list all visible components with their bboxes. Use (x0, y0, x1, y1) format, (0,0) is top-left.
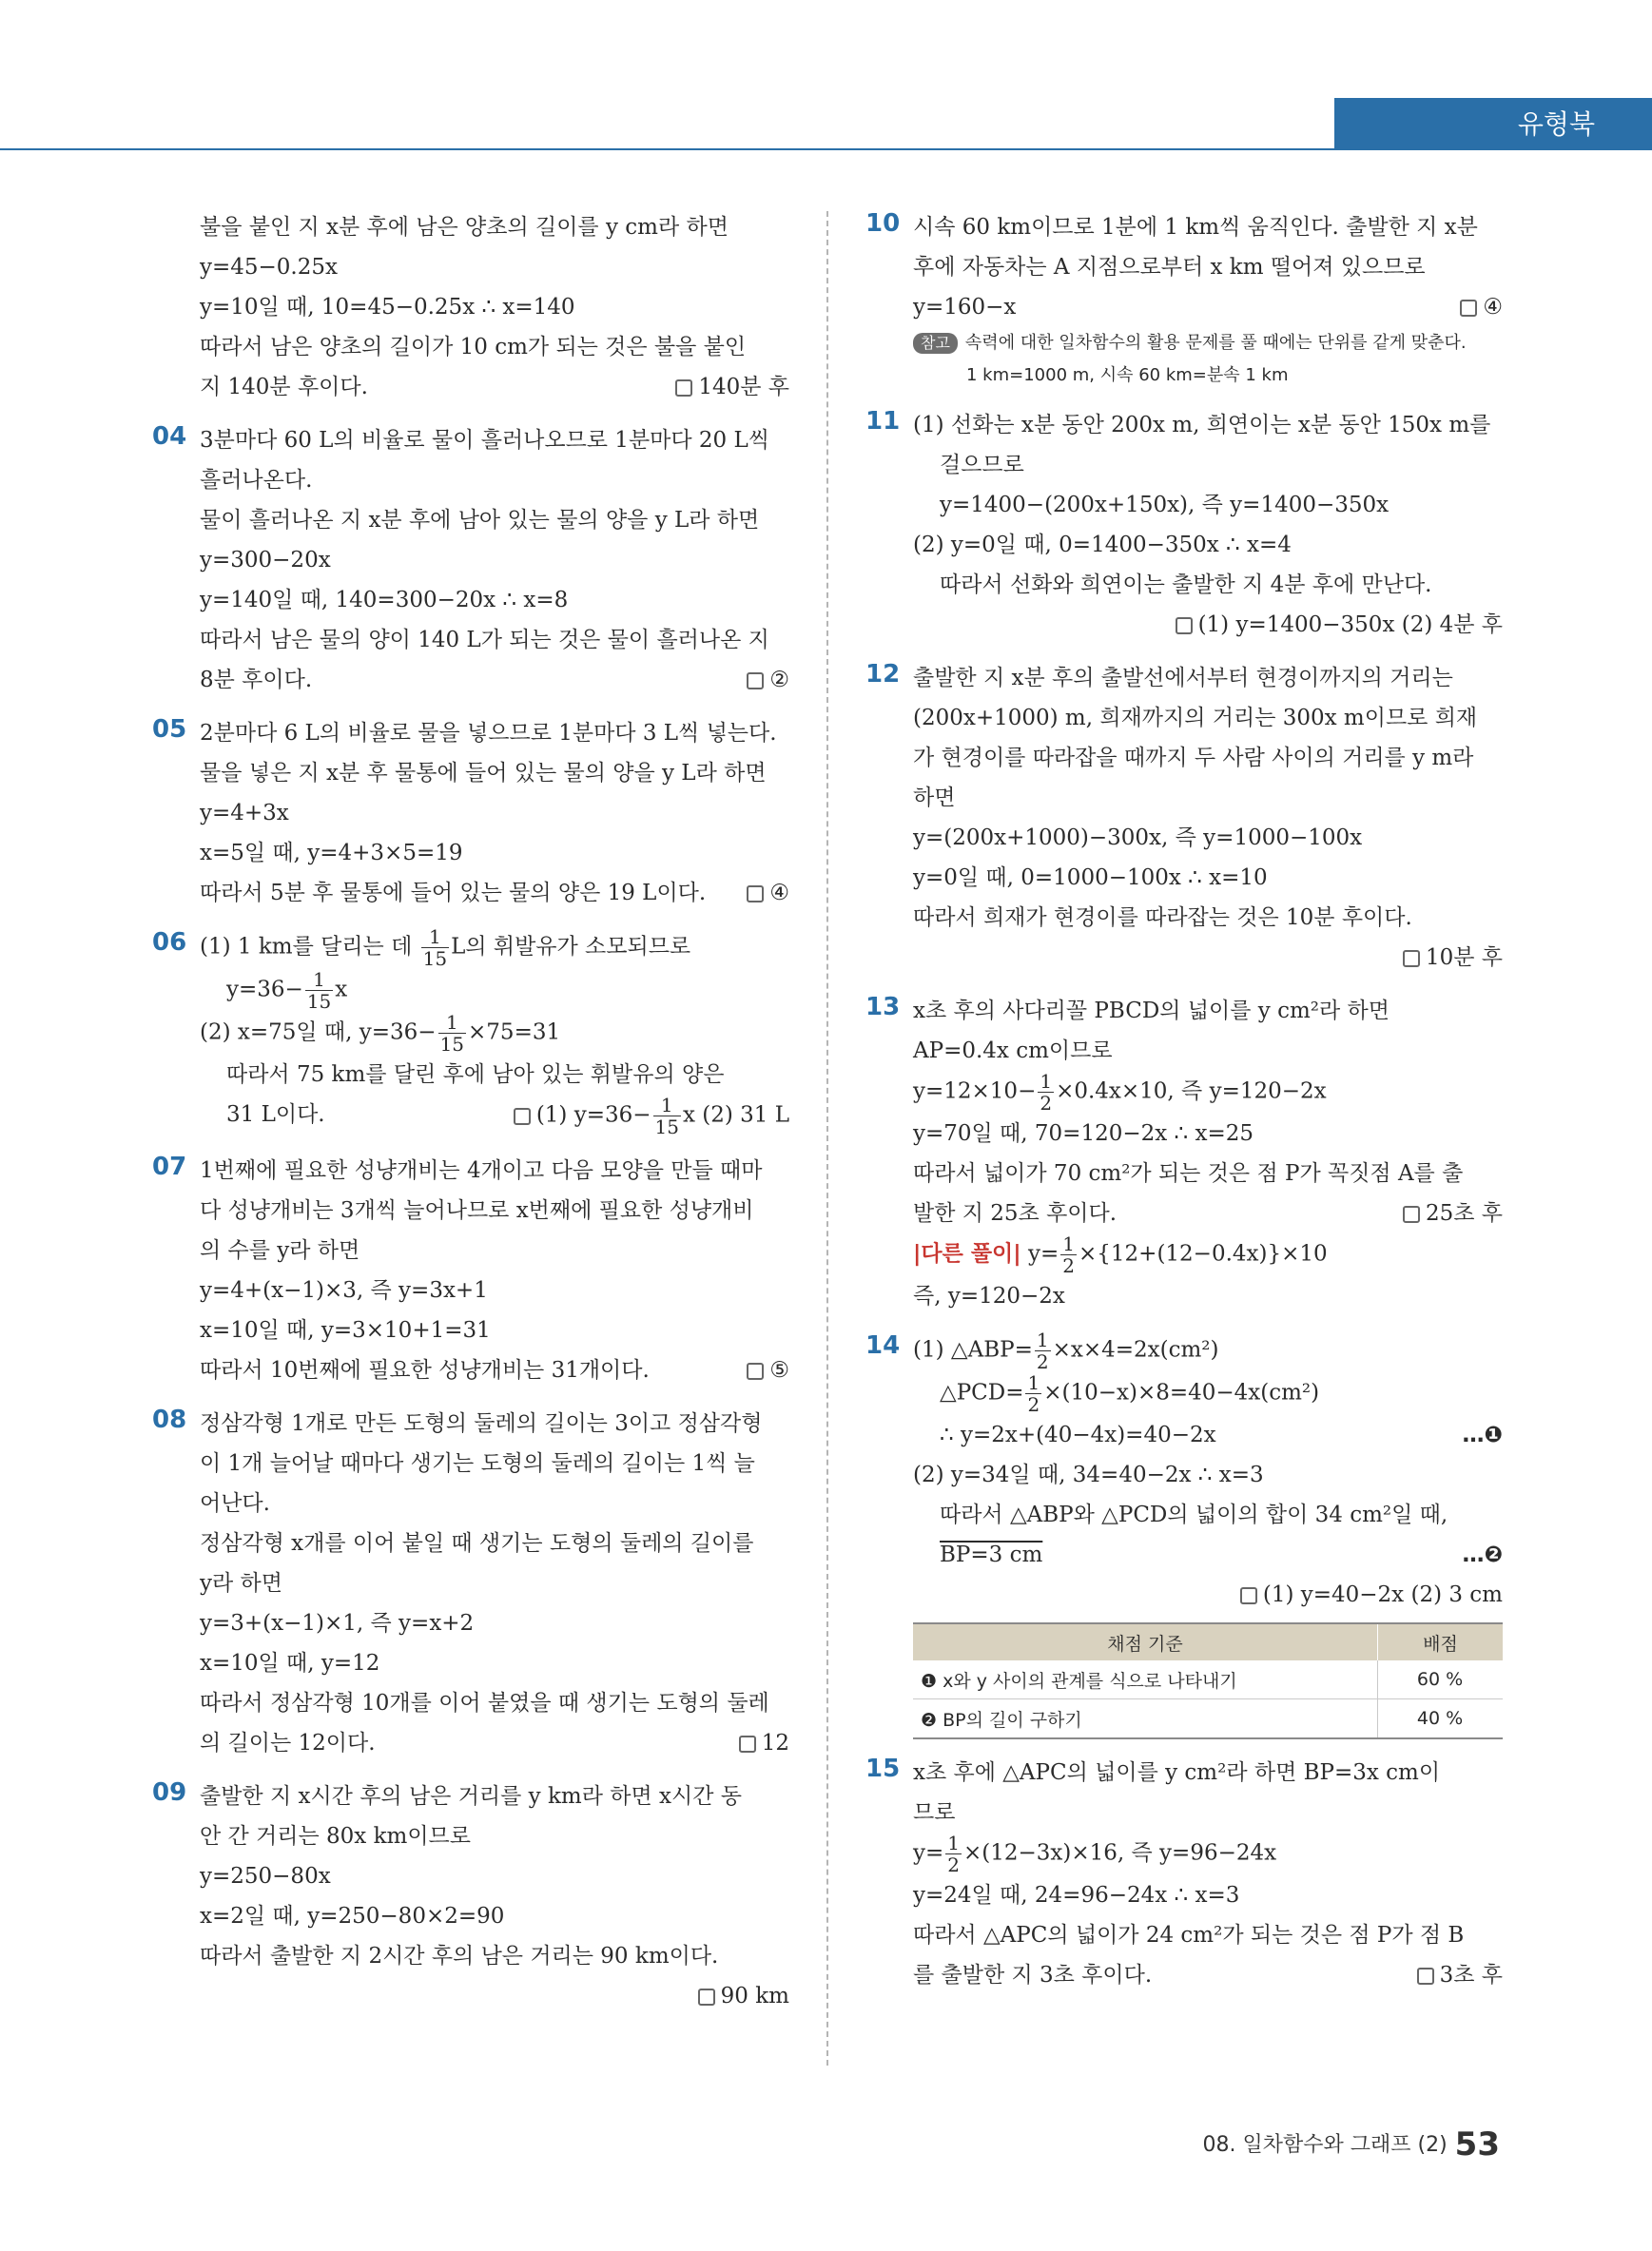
equation: y=300−20x (200, 548, 331, 572)
equation: y=140일 때, 140=300−20x ∴ x=8 (200, 588, 569, 612)
fraction: $\frac{1}{15}$ (306, 968, 332, 1013)
problem-15 (865, 1753, 1503, 1995)
equation: x=10일 때, y=3×10+1=31 (200, 1318, 491, 1343)
problem-number: 10 (865, 209, 901, 238)
problem-13 (865, 991, 1503, 1316)
answer: 10분 후 (913, 938, 1503, 978)
note: 참고 속력에 대한 일차함수의 활용 문제를 풀 때에는 단위를 같게 맞춘다. (913, 327, 1503, 359)
text-line: x초 후의 사다리꼴 PBCD의 넓이를 y cm²라 하면 (913, 999, 1390, 1023)
text-line: 발한 지 25초 후이다. (913, 1201, 1118, 1226)
text-line: 걸으므로 (940, 453, 1024, 477)
text-line: 따라서 5분 후 물통에 들어 있는 물의 양은 19 L이다. (200, 881, 707, 905)
left-column (152, 207, 789, 2029)
text-line: 하면 (913, 786, 956, 810)
equation: y=(200x+1000)−300x, 즉 y=1000−100x (913, 825, 1363, 850)
problem-number: 08 (152, 1406, 187, 1434)
table-header-row (913, 1623, 1503, 1660)
problem-05 (152, 713, 789, 913)
problem-14 (865, 1329, 1503, 1739)
equation: (1) △ABP= $\frac{1}{2}$ ×x×4=2x(cm²) (913, 1329, 1219, 1373)
problem-04 (152, 420, 789, 700)
equation: △PCD= $\frac{1}{2}$ ×(10−x)×8=40−4x(cm²) (940, 1371, 1320, 1416)
text-line: 따라서 넓이가 70 cm²가 되는 것은 점 P가 꼭짓점 A를 출 (913, 1161, 1464, 1186)
equation: y=4+3x (200, 801, 289, 825)
equation: BP=3 cm …❷ (913, 1535, 1503, 1575)
answer: ④ (913, 287, 1503, 327)
alternative-solution: |다른 풀이| y= $\frac{1}{2}$ ×{12+(12−0.4x)}×10 (913, 1232, 1328, 1277)
text-line: (1) 1 km를 달리는 데 $\frac{1}{15}$ L의 휘발유가 소모되므로 (200, 925, 691, 970)
equation: 즉, y=120−2x (913, 1284, 1065, 1309)
table-cell: ❶ x와 y 사이의 관계를 식으로 나타내기 (913, 1660, 1378, 1699)
answer: 90 km (200, 1976, 789, 2016)
text-line: 흘러나온다. (200, 468, 313, 493)
equation: (2) x=75일 때, y=36− $\frac{1}{15}$ ×75=31 (200, 1011, 561, 1056)
equation: x=5일 때, y=4+3×5=19 (200, 841, 463, 865)
text-line: 이 1개 늘어날 때마다 생기는 도형의 둘레의 길이는 1씩 늘 (200, 1451, 755, 1476)
page-number: 53 (1454, 2125, 1500, 2164)
text-line: 따라서 희재가 현경이를 따라잡는 것은 10분 후이다. (913, 905, 1412, 930)
table-header: 채점 기준 (913, 1623, 1378, 1660)
equation: y=1400−(200x+150x), 즉 y=1400−350x (940, 493, 1390, 517)
text-line: 안 간 거리는 80x km이므로 (200, 1824, 471, 1849)
table-cell: 60 % (1378, 1660, 1504, 1699)
text-line: 물이 흘러나온 지 x분 후에 남아 있는 물의 양을 y L라 하면 (200, 508, 760, 533)
answer-icon (698, 1989, 715, 2006)
text-line: 출발한 지 x시간 후의 남은 거리를 y km라 하면 x시간 동 (200, 1784, 742, 1809)
table-header: 배점 (1378, 1623, 1504, 1660)
answer: 12 (200, 1723, 789, 1763)
text-line: 8분 후이다. (200, 668, 313, 692)
text-line: 를 출발한 지 3초 후이다. (913, 1963, 1153, 1988)
text-line: 정삼각형 1개로 만든 도형의 둘레의 길이는 3이고 정삼각형 (200, 1411, 763, 1436)
fraction: $\frac{1}{15}$ (439, 1011, 465, 1056)
equation: y=250−80x (200, 1864, 331, 1889)
problem-06 (152, 926, 789, 1137)
problem-number: 09 (152, 1778, 187, 1807)
answer-icon (1417, 1968, 1434, 1985)
text-line: (200x+1000) m, 희재까지의 거리는 300x m이므로 희재 (913, 706, 1478, 730)
grading-table (913, 1622, 1503, 1739)
fraction: $\frac{1}{2}$ (1027, 1371, 1040, 1416)
text-line: 따라서 10번째에 필요한 성냥개비는 31개이다. (200, 1358, 650, 1383)
equation: y= $\frac{1}{2}$ ×(12−3x)×16, 즉 y=96−24x (913, 1832, 1277, 1876)
problem-11 (865, 405, 1503, 645)
text-line: 따라서 정삼각형 10개를 이어 붙였을 때 생기는 도형의 둘레 (200, 1691, 769, 1716)
answer-icon (514, 1108, 531, 1125)
problem-number: 15 (865, 1755, 901, 1783)
equation: y=70일 때, 70=120−2x ∴ x=25 (913, 1121, 1254, 1146)
text-line: 1번째에 필요한 성냥개비는 4개이고 다음 모양을 만들 때마 (200, 1158, 763, 1183)
answer: ⑤ (200, 1350, 789, 1390)
text-line: 의 수를 y라 하면 (200, 1238, 360, 1263)
text-line: 가 현경이를 따라잡을 때까지 두 사람 사이의 거리를 y m라 (913, 746, 1474, 770)
equation: y=45−0.25x (200, 255, 338, 280)
fraction: $\frac{1}{15}$ (422, 925, 448, 970)
answer: ④ (200, 873, 789, 913)
answer-icon (675, 379, 692, 397)
problem-08 (152, 1404, 789, 1763)
equation: y=4+(x−1)×3, 즉 y=3x+1 (200, 1278, 488, 1303)
equation: ∴ y=2x+(40−4x)=40−2x …❶ (913, 1415, 1503, 1455)
problem-number: 05 (152, 715, 187, 744)
answer-icon (747, 672, 764, 689)
section-tab: 유형북 (1334, 98, 1652, 150)
problem-03-continued (152, 207, 789, 407)
equation: y=160−x (913, 295, 1017, 320)
answer: (1) y=1400−350x (2) 4분 후 (913, 605, 1503, 645)
text-line: 어난다. (200, 1491, 270, 1516)
text-line: 31 L이다. (226, 1102, 325, 1127)
answer: ② (200, 660, 789, 700)
step-marker: …❶ (1462, 1423, 1503, 1447)
step-marker: …❷ (1462, 1543, 1503, 1567)
problem-07 (152, 1151, 789, 1390)
text-line: 따라서 출발한 지 2시간 후의 남은 거리는 90 km이다. (200, 1944, 719, 1969)
right-column (865, 207, 1503, 2008)
answer-icon (739, 1736, 756, 1753)
table-cell: ❷ BP의 길이 구하기 (913, 1699, 1378, 1739)
text-line: 따라서 선화와 희연이는 출발한 지 4분 후에 만난다. (940, 572, 1432, 597)
text-line: (1) 선화는 x분 동안 200x m, 희연이는 x분 동안 150x m를 (913, 413, 1491, 437)
text-line: 의 길이는 12이다. (200, 1731, 376, 1756)
problem-10 (865, 207, 1503, 392)
table-row (913, 1699, 1503, 1739)
answer: 25초 후 (913, 1193, 1503, 1233)
equation: y=3+(x−1)×1, 즉 y=x+2 (200, 1611, 475, 1636)
text-line: 시속 60 km이므로 1분에 1 km씩 움직인다. 출발한 지 x분 (913, 215, 1478, 240)
text-line: 따라서 남은 양초의 길이가 10 cm가 되는 것은 불을 붙인 (200, 335, 747, 359)
page-footer (1203, 2125, 1500, 2164)
text-line: 출발한 지 x분 후의 출발선에서부터 현경이까지의 거리는 (913, 666, 1453, 690)
text-line: 지 140분 후이다. (200, 375, 368, 399)
problem-number: 06 (152, 928, 187, 957)
equation: y=10일 때, 10=45−0.25x ∴ x=140 (200, 295, 575, 320)
equation: (2) y=34일 때, 34=40−2x ∴ x=3 (913, 1463, 1264, 1487)
text-line: 따라서 75 km를 달린 후에 남아 있는 휘발유의 양은 (226, 1062, 725, 1087)
text-line: 므로 (913, 1800, 956, 1825)
fraction: $\frac{1}{2}$ (1036, 1329, 1049, 1373)
problem-number: 14 (865, 1331, 901, 1360)
table-row (913, 1660, 1503, 1699)
text-line: 불을 붙인 지 x분 후에 남은 양초의 길이를 y cm라 하면 (200, 215, 729, 240)
problem-number: 13 (865, 993, 901, 1021)
answer: (1) y=40−2x (2) 3 cm (913, 1575, 1503, 1615)
answer-icon (747, 885, 764, 902)
problem-number: 12 (865, 660, 901, 689)
answer-icon (1240, 1587, 1257, 1604)
fraction: $\frac{1}{15}$ (654, 1094, 679, 1138)
text-line: 따라서 △APC의 넓이가 24 cm²가 되는 것은 점 P가 점 B (913, 1923, 1465, 1948)
column-divider (826, 211, 828, 2066)
table-cell: 40 % (1378, 1699, 1504, 1739)
problem-09 (152, 1776, 789, 2016)
answer-icon (1460, 300, 1477, 317)
equation: y=0일 때, 0=1000−100x ∴ x=10 (913, 865, 1268, 890)
note: 1 km=1000 m, 시속 60 km=분속 1 km (966, 365, 1289, 385)
answer-icon (747, 1363, 764, 1380)
problem-number: 07 (152, 1153, 187, 1181)
chapter-title: 08. 일차함수와 그래프 (2) (1202, 2133, 1448, 2157)
text-line: 다 성냥개비는 3개씩 늘어나므로 x번째에 필요한 성냥개비 (200, 1198, 754, 1223)
fraction: $\frac{1}{2}$ (1062, 1232, 1075, 1277)
alt-solution-label: |다른 풀이| (913, 1241, 1021, 1267)
answer: 3초 후 (913, 1955, 1503, 1995)
answer-icon (1403, 1206, 1420, 1223)
problem-number: 04 (152, 422, 187, 451)
answer-icon (1176, 617, 1193, 634)
text-line: 따라서 남은 물의 양이 140 L가 되는 것은 물이 흘러나온 지 (200, 628, 769, 652)
text-line: y라 하면 (200, 1571, 282, 1596)
problem-number: 11 (865, 407, 901, 436)
equation: y=36− $\frac{1}{15}$ x (226, 968, 348, 1013)
problem-12 (865, 658, 1503, 978)
text-line: 물을 넣은 지 x분 후 물통에 들어 있는 물의 양을 y L라 하면 (200, 761, 767, 786)
text-line: 후에 자동차는 A 지점으로부터 x km 떨어져 있으므로 (913, 255, 1426, 280)
answer-icon (1403, 950, 1420, 967)
text-line: 3분마다 60 L의 비율로 물이 흘러나오므로 1분마다 20 L씩 (200, 428, 769, 453)
text-line: x초 후에 △APC의 넓이를 y cm²라 하면 BP=3x cm이 (913, 1760, 1441, 1785)
answer: 140분 후 (200, 367, 789, 407)
equation: x=2일 때, y=250−80×2=90 (200, 1904, 505, 1929)
note-badge: 참고 (913, 333, 958, 354)
answer: (1) y=36− $\frac{1}{15}$ x (2) 31 L (200, 1095, 789, 1137)
equation: (2) y=0일 때, 0=1400−350x ∴ x=4 (913, 533, 1292, 557)
text-line: 2분마다 6 L의 비율로 물을 넣으므로 1분마다 3 L씩 넣는다. (200, 721, 777, 746)
equation: y=12×10− $\frac{1}{2}$ ×0.4x×10, 즉 y=120−2x (913, 1070, 1327, 1115)
text-line: 정삼각형 x개를 이어 붙일 때 생기는 도형의 둘레의 길이를 (200, 1531, 754, 1556)
text-line: 따라서 △ABP와 △PCD의 넓이의 합이 34 cm²일 때, (940, 1503, 1448, 1527)
fraction: $\frac{1}{2}$ (947, 1832, 960, 1876)
text-line: AP=0.4x cm이므로 (913, 1038, 1113, 1063)
fraction: $\frac{1}{2}$ (1040, 1070, 1053, 1115)
equation: x=10일 때, y=12 (200, 1651, 380, 1676)
equation: y=24일 때, 24=96−24x ∴ x=3 (913, 1883, 1240, 1908)
